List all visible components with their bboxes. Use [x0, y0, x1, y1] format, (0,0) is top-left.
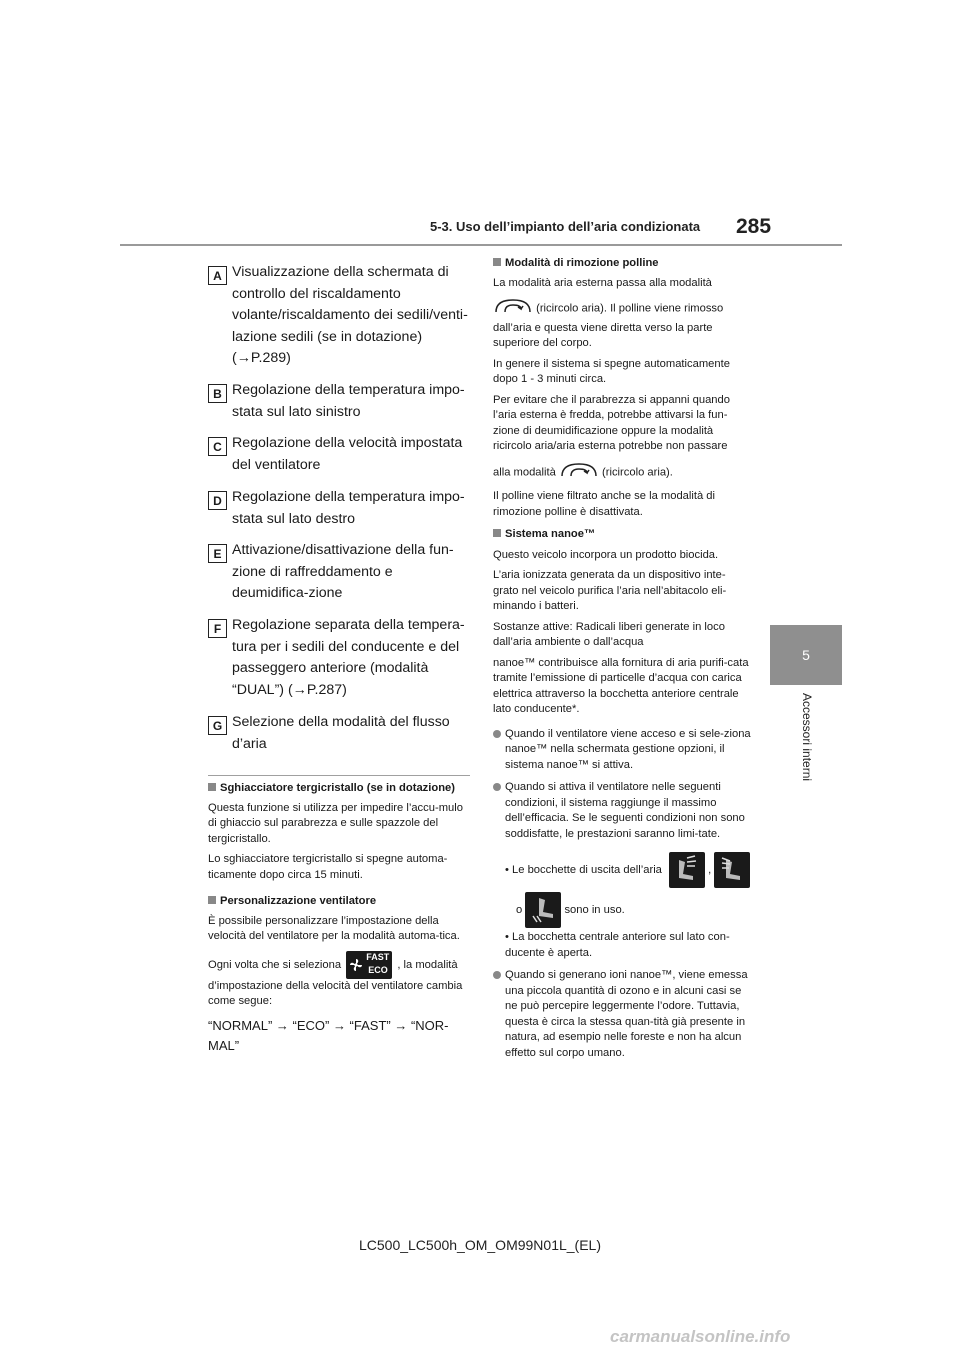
paragraph-start: Ogni volta che si seleziona [208, 958, 342, 971]
legend-letter: G [208, 716, 227, 735]
paragraph: È possibile personalizzare l’impostazione della velocità del ventilatore per la modalità automa-tica. [208, 914, 460, 942]
legend-letter: F [208, 619, 227, 638]
wiper-deicer-section [208, 781, 470, 883]
paragraph: Lo sghiacciatore tergicristallo si spegne automa-ticamente dopo circa 15 minuti. [208, 853, 448, 881]
round-bullet-icon [493, 971, 501, 979]
document-code: LC500_LC500h_OM_OM99N01L_(EL) [358, 1237, 602, 1253]
fan-custom-title: Personalizzazione ventilatore [220, 895, 377, 907]
legend-text: Visualizzazione della schermata di controllo del riscaldamento volante/riscaldamento dei sedili/venti-lazione sedili (se in dotazione) (→P.289) [232, 264, 468, 366]
paragraph: L’aria ionizzata generata da un dispositivo inte-grato nel veicolo purifica l’aria nell’abitacolo eli-minando i batteri. [493, 569, 727, 612]
bullet-item [493, 780, 751, 842]
legend-letter: D [208, 491, 227, 510]
bullet-item [493, 727, 751, 774]
vent-seat-icon [669, 852, 705, 888]
paragraph: Questa funzione si utilizza per impedire l’accu-mulo di ghiaccio sul parabrezza e sulle spazzole del tergicristallo. [208, 801, 463, 845]
paragraph: Questo veicolo incorpora un prodotto biocida. [493, 548, 719, 561]
square-bullet-icon [493, 529, 501, 537]
sub-item-text: • Le bocchette di uscita dell’aria [505, 863, 662, 876]
legend-text: Regolazione della velocità impostata del ventilatore [232, 435, 463, 473]
paragraph: Sostanze attive: Radicali liberi generate in loco dall’aria ambiente o dall’acqua [493, 620, 725, 648]
bullet-text: Quando si generano ioni nanoe™, viene emessa una piccola quantità di ozono e in alcuni casi se ne può percepire leggermente l’odore. Tuttavia, questa è circa la stessa quan-tità già presente in natura, ad esempio nelle foreste e non ha alcun effetto sul corpo umano. [505, 969, 748, 1059]
page-number: 285 [736, 215, 772, 238]
pollen-section [493, 256, 751, 520]
paragraph-end: , la modalità d’impostazione della velocità del ventilatore cambia come segue: [208, 958, 463, 1007]
sub-item-comma: , [708, 863, 712, 876]
paragraph: Il polline viene filtrato anche se la modalità di rimozione polline è disattivata. [493, 490, 716, 518]
nanoe-title: Sistema nanoe™ [505, 528, 596, 540]
square-bullet-icon [208, 896, 216, 904]
section-divider [208, 775, 470, 776]
sub-item [493, 852, 751, 888]
paragraph: nanoe™ contribuisce alla fornitura di aria purifi-cata tramite l’emissione di particelle d’acqua con carica elettrica attraverso la bocchetta anteriore centrale lato conducente*. [493, 656, 749, 715]
bullet-text: Quando si attiva il ventilatore nelle seguenti condizioni, il sistema raggiunge il massimo dell’efficacia. Se le seguenti condizioni non sono soddisfatte, le prestazioni saranno limi-tate. [505, 781, 745, 840]
round-bullet-icon [493, 730, 501, 738]
recirculation-icon [493, 297, 533, 321]
paragraph: Per evitare che il parabrezza si appanni quando l’aria esterna è fredda, potrebbe attivarsi la fun-zione di deumidificazione oppure la modalità ricircolo aria/aria esterna potrebbe non passare [493, 393, 730, 452]
legend-text: Regolazione della temperatura impo-stata sul lato destro [232, 489, 465, 527]
round-bullet-icon [493, 783, 501, 791]
legend-letter: C [208, 437, 227, 456]
legend-letter: A [208, 266, 227, 285]
nanoe-section [493, 527, 751, 1061]
pollen-title: Modalità di rimozione polline [505, 257, 659, 269]
section-title: 5-3. Uso dell’impianto dell’aria condizionata [430, 219, 701, 234]
paragraph: In genere il sistema si spegne automaticamente dopo 1 - 3 minuti circa. [493, 357, 730, 385]
legend-text: Selezione della modalità del flusso d’aria [232, 714, 450, 752]
legend-text: Regolazione della temperatura impo-stata sul lato sinistro [232, 382, 465, 420]
chapter-tab[interactable] [770, 625, 842, 685]
sub-item-text: sono in uso. [564, 903, 625, 916]
paragraph: La modalità aria esterna passa alla modalità [493, 276, 712, 289]
icon-fast-label: FAST [366, 951, 390, 962]
vent-seat-icon [714, 852, 750, 888]
square-bullet-icon [493, 258, 501, 266]
icon-eco-label: ECO [368, 964, 388, 975]
bullet-text: Quando il ventilatore viene acceso e si sele-ziona nanoe™ nella schermata gestione opzioni, il sistema nanoe™ si attiva. [505, 727, 751, 771]
chapter-label: Accessori interni [800, 693, 814, 782]
paragraph: (ricircolo aria). Il polline viene rimosso dall’aria e questa viene diretta verso la parte superiore del corpo. [493, 302, 724, 349]
legend-letter: E [208, 544, 227, 563]
chapter-number: 5 [802, 647, 810, 663]
fan-fast-eco-icon [346, 951, 392, 979]
square-bullet-icon [208, 783, 216, 791]
sub-item-continued [493, 892, 751, 928]
recirculation-icon [559, 461, 599, 485]
paragraph-end: (ricircolo aria). [602, 466, 673, 479]
fan-sequence: “NORMAL” → “ECO” → “FAST” → “NOR-MAL” [208, 1017, 449, 1053]
legend-text: Attivazione/disattivazione della fun-zione di raffreddamento e deumidifica-zione [232, 542, 454, 601]
sub-item: • La bocchetta centrale anteriore sul lato con-ducente è aperta. [505, 931, 730, 959]
watermark[interactable]: carmanualsonline.info [610, 1327, 791, 1346]
legend-text: Regolazione separata della tempera-tura per i sedili del conducente e del passeggero anteriore (modalità “DUAL”) (→P.287) [232, 617, 465, 698]
wiper-deicer-title: Sghiacciatore tergicristallo (se in dotazione) [220, 782, 455, 794]
vent-floor-icon [525, 892, 561, 928]
legend-letter: B [208, 384, 227, 403]
bullet-item [493, 968, 751, 1061]
header-divider [120, 244, 842, 246]
paragraph-start: alla modalità [493, 466, 556, 479]
fan-custom-section [208, 894, 470, 1056]
sub-item-or: o [516, 903, 523, 916]
